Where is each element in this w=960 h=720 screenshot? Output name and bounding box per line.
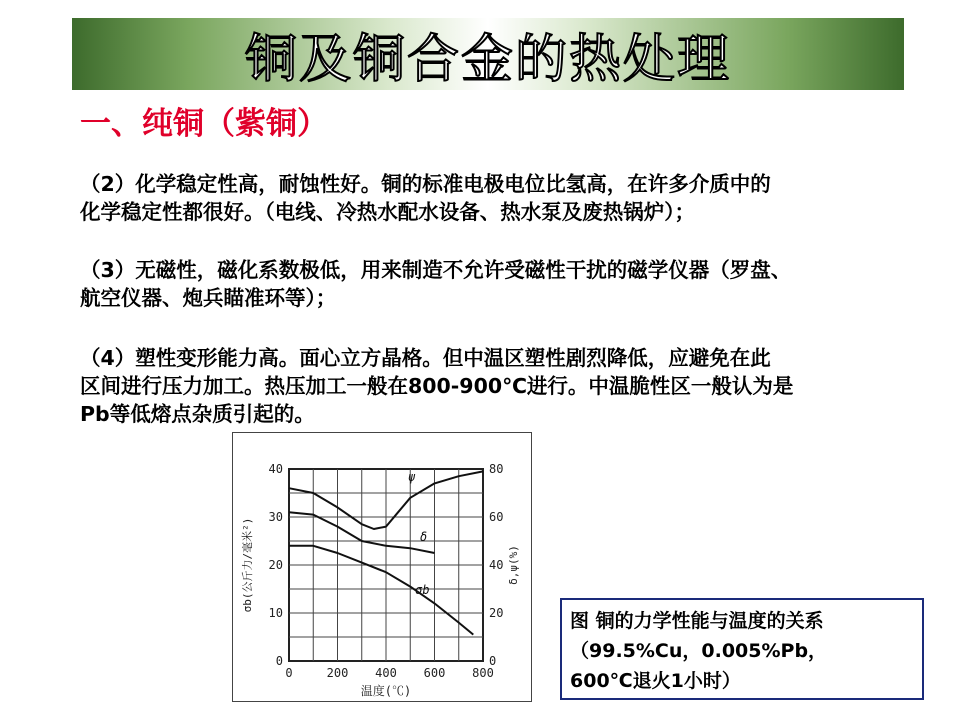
y-right-tick-label: 80 xyxy=(489,462,504,476)
paragraph-4-line-2: 区间进行压力加工。热压加工一般在800-900℃进行。中温脆性区一般认为是 xyxy=(80,374,794,398)
y-right-axis-label: δ,ψ(%) xyxy=(507,545,520,585)
paragraph-3 xyxy=(80,256,900,312)
x-tick-label: 600 xyxy=(423,666,446,680)
series-label: ψ xyxy=(407,470,416,484)
paragraph-4 xyxy=(80,344,900,428)
caption-line-3: 600℃退火1小时） xyxy=(570,670,741,692)
y-left-tick-label: 10 xyxy=(268,606,283,620)
figure-caption-box xyxy=(560,598,924,700)
paragraph-4-line-1: （4）塑性变形能力高。面心立方晶格。但中温区塑性剧烈降低，应避免在此 xyxy=(80,346,771,370)
paragraph-2-line-2: 化学稳定性都很好。（电线、冷热水配水设备、热水泵及废热锅炉）； xyxy=(80,200,695,224)
chart-figure xyxy=(232,432,532,702)
x-tick-label: 800 xyxy=(472,666,494,680)
paragraph-4-line-3: Pb等低熔点杂质引起的。 xyxy=(80,402,315,426)
temperature-property-chart xyxy=(233,433,531,701)
slide-title: 铜及铜合金的热处理 xyxy=(244,29,731,90)
y-left-axis-label: σb(公斤力/毫米²) xyxy=(241,517,254,613)
series-line xyxy=(289,546,473,635)
x-tick-label: 0 xyxy=(285,666,293,680)
x-tick-label: 200 xyxy=(326,666,349,680)
section-heading: 一、纯铜（紫铜） xyxy=(80,106,328,142)
y-left-tick-label: 40 xyxy=(268,462,283,476)
y-left-tick-label: 20 xyxy=(268,558,283,572)
series-label: δ xyxy=(419,530,428,544)
y-left-tick-label: 30 xyxy=(268,510,283,524)
x-tick-label: 400 xyxy=(375,666,397,680)
y-right-tick-label: 20 xyxy=(489,606,504,620)
title-bar xyxy=(72,18,904,90)
caption-line-2: （99.5%Cu，0.005%Pb， xyxy=(570,640,828,662)
y-left-tick-label: 0 xyxy=(275,654,283,668)
paragraph-3-line-1: （3）无磁性，磁化系数极低，用来制造不允许受磁性干扰的磁学仪器（罗盘、 xyxy=(80,258,792,282)
y-right-tick-label: 40 xyxy=(489,558,504,572)
x-axis-label: 温度(℃) xyxy=(360,684,412,698)
series-label: σb xyxy=(415,582,430,597)
caption-line-1: 图 铜的力学性能与温度的关系 xyxy=(570,610,824,632)
paragraph-3-line-2: 航空仪器、炮兵瞄准环等）； xyxy=(80,286,337,310)
paragraph-2 xyxy=(80,170,900,226)
y-right-tick-label: 60 xyxy=(489,510,504,524)
y-right-tick-label: 0 xyxy=(489,654,497,668)
paragraph-2-line-1: （2）化学稳定性高，耐蚀性好。铜的标准电极电位比氢高，在许多介质中的 xyxy=(80,172,771,196)
